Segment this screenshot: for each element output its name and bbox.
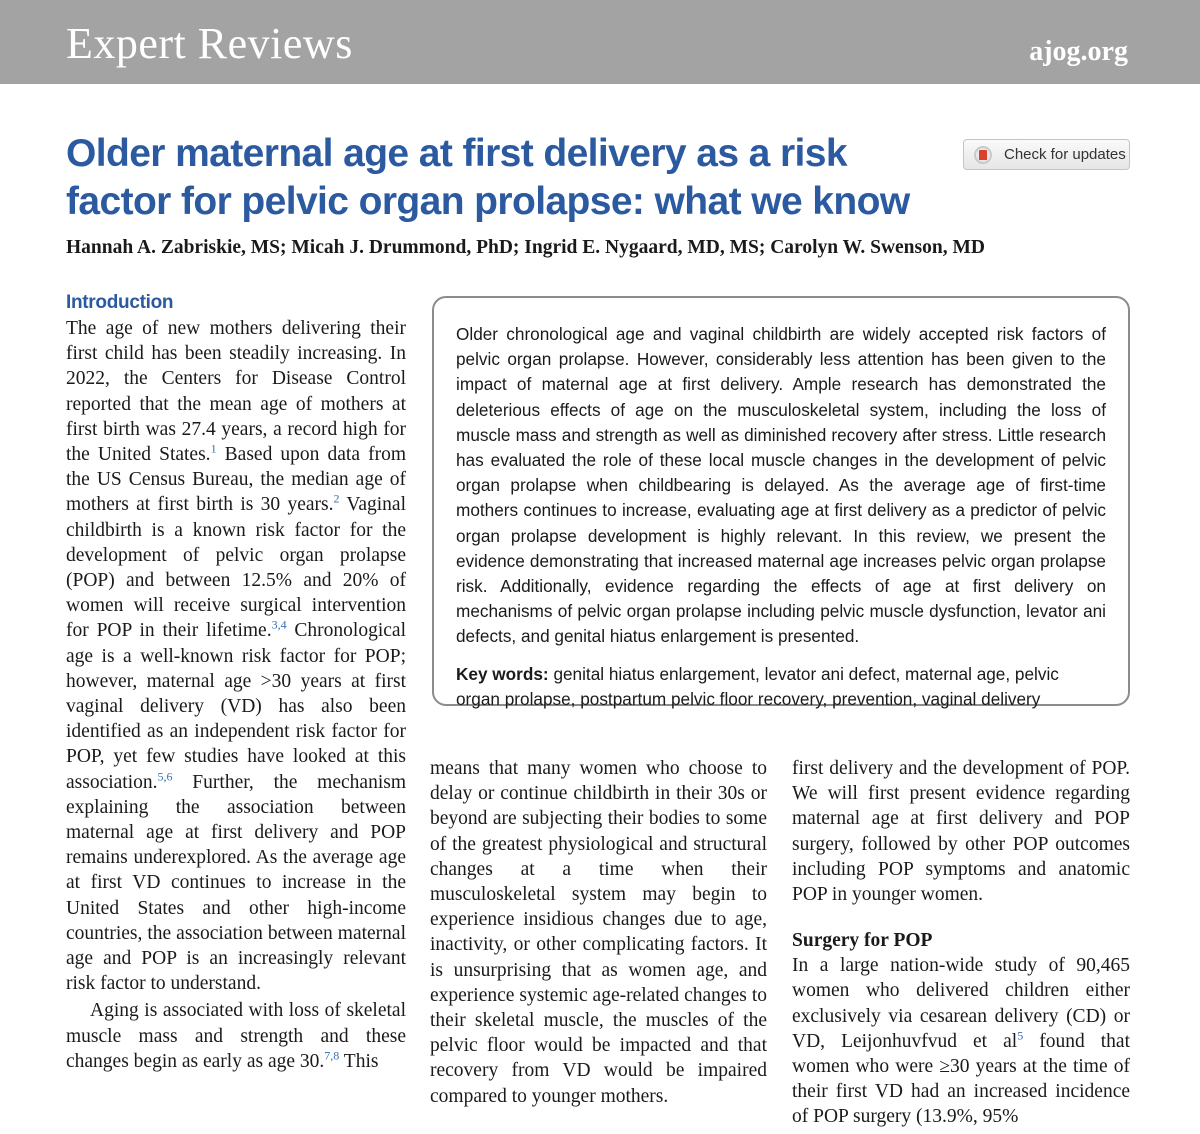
journal-site-link[interactable]: ajog.org bbox=[1029, 36, 1128, 67]
citation-ref[interactable]: 7,8 bbox=[324, 1048, 340, 1063]
article-title bbox=[66, 130, 946, 226]
abstract-text: Older chronological age and vaginal childbirth are widely accepted risk factors of pelvic organ prolapse. However, considerably less attention has been given to the impact of maternal age at first delivery. Ample research has demonstrated the deleterious effects of age on the musculoskeletal system, including the loss of muscle mass and strength as well as diminished recovery after stress. Little research has evaluated the role of these local muscle changes in the development of pelvic organ prolapse when childbearing is delayed. As the average age of first-time mothers continues to increase, evaluating age at first delivery as a predictor of pelvic organ prolapse development is highly relevant. In this review, we present the evidence demonstrating that increased maternal age increases pelvic organ prolapse risk. Additionally, evidence regarding the effects of age at first delivery on mechanisms of pelvic organ prolapse including pelvic muscle dysfunction, levator ani defects, and genital hiatus enlargement is presented. bbox=[456, 324, 1106, 647]
keywords bbox=[456, 662, 1106, 712]
journal-section-title: Expert Reviews bbox=[66, 19, 353, 68]
citation-ref[interactable]: 1 bbox=[210, 441, 217, 456]
body-column-2 bbox=[430, 756, 767, 1109]
body-column-3 bbox=[792, 756, 1130, 1130]
citation-ref[interactable]: 2 bbox=[333, 491, 340, 506]
surgery-for-pop-heading: Surgery for POP bbox=[792, 930, 933, 952]
body-paragraph: means that many women who choose to delay or continue childbirth in their 30s or beyond are subjecting their bodies to some of the greatest physiological and structural changes at a time when their musculoskeletal system may begin to experience insidious changes due to age, inactivity, or other complicating factors. It is unsurprising that as women age, and experience systemic age-related changes to their skeletal muscle, the muscles of the pelvic floor would be impacted and that recovery from VD would be impaired compared to younger mothers. bbox=[430, 758, 767, 1107]
intro-paragraph-2: Aging is associated with loss of skeletal muscle mass and strength and these changes begin as early as age 30.$^{7,8}$ This bbox=[66, 1000, 406, 1072]
citation-ref[interactable]: 5 bbox=[1017, 1028, 1024, 1043]
surgery-paragraph: In a large nation-wide study of 90,465 women who delivered children either exclusively via cesarean delivery (CD) or VD, Leijonhuvfvud et $al^5$ found that women who were ≥30 years at the time of their first VD had an increased incidence of POP surgery (13.9%, 95% bbox=[792, 955, 1130, 1128]
check-for-updates-label: Check for updates bbox=[1004, 146, 1126, 163]
check-for-updates-button[interactable] bbox=[963, 139, 1130, 170]
journal-header-bar bbox=[0, 0, 1200, 84]
introduction-heading: Introduction bbox=[66, 292, 174, 313]
keywords-label: Key words: bbox=[456, 663, 549, 684]
article-title-line-2: factor for pelvic organ prolapse: what we know bbox=[66, 180, 910, 223]
article-title-line-1: Older maternal age at first delivery as a risk bbox=[66, 132, 847, 175]
body-column-1 bbox=[66, 316, 406, 1074]
citation-ref[interactable]: 3,4 bbox=[271, 617, 287, 632]
author-list: Hannah A. Zabriskie, MS; Micah J. Drummond, PhD; Ingrid E. Nygaard, MD, MS; Carolyn W. Swenson, MD bbox=[66, 237, 985, 258]
crossmark-icon bbox=[974, 146, 992, 164]
citation-ref[interactable]: 5,6 bbox=[157, 769, 173, 784]
abstract-box bbox=[432, 296, 1130, 709]
intro-paragraph-1: The age of new mothers delivering their first child has been steadily increasing. In 2022, the Centers for Disease Control reported that the mean age of mothers at first birth was 27.4 years, a record high for the United States.$^1$ Based upon data from the US Census Bureau, the median age of mothers at first birth is 30 years.$^2$ Vaginal childbirth is a known risk factor for the development of pelvic organ prolapse (POP) and between 12.5% and 20% of women will receive surgical intervention for POP in their lifetime.$^{3,4}$ Chronological age is a well-known risk factor for POP; however, maternal age >30 years at first vaginal delivery (VD) has also been identified as an independent risk factor for POP, yet few studies have looked at this association.$^{5,6}$ Further, the mechanism explaining the association between maternal age at first delivery and POP remains underexplored. As the average age at first VD continues to increase in the United States and other high-income countries, the association between maternal age and POP is an increasingly relevant risk factor to understand. bbox=[66, 318, 406, 995]
keywords-list: genital hiatus enlargement, levator ani defect, maternal age, pelvic organ prolapse, postpartum pelvic floor recovery, prevention, vaginal delivery bbox=[456, 663, 1059, 709]
body-paragraph: first delivery and the development of POP. We will first present evidence regarding maternal age at first delivery and POP surgery, followed by other POP outcomes including POP symptoms and anatomic POP in younger women. bbox=[792, 758, 1130, 906]
